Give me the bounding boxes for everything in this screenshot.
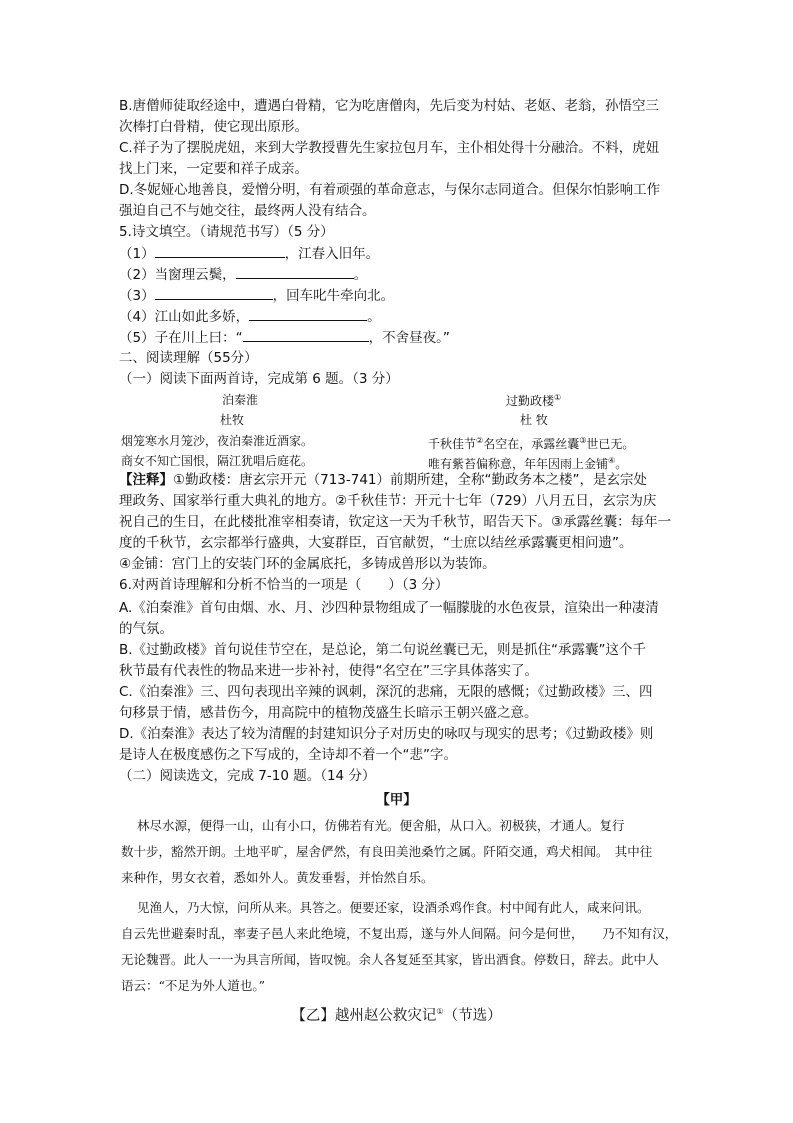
poem1-line2: 商女不知亡国恨，隔江犹唱后庭花。	[121, 454, 314, 468]
jia-p2-line3: 无论魏晋。此人一一为具言所闻，皆叹惋。余人各复延至其家，皆出酒食。停数日，辞去。此中人	[121, 952, 659, 967]
q5-item-1-after: ，江春入旧年。	[284, 246, 380, 262]
poem2-line2-b: 。	[615, 457, 628, 471]
section2-sub1: （一）阅读下面两首诗，完成第 6 题。（3 分）	[119, 371, 399, 387]
q5-item-5-blank[interactable]	[243, 327, 369, 342]
poem1-title: 泊秦淮	[222, 393, 259, 407]
q5-item-2	[119, 264, 367, 285]
notes-line2: 理政务、国家举行重大典礼的地方。②千秋佳节：开元十七年（729）八月五日，玄宗为庆	[119, 493, 657, 509]
q5-item-2-before: 当窗理云鬓，	[154, 267, 236, 283]
poem1-author: 杜牧	[220, 413, 245, 427]
choice-b-line1: B.唐僧师徒取经途中，遭遇白骨精，它为吃唐僧肉，先后变为村姑、老妪、老翁，孙悟空三	[119, 98, 660, 114]
choice-b-line2: 次棒打白骨精，使它现出原形。	[119, 119, 308, 135]
q5-item-4-after: 。	[367, 309, 381, 325]
poem2-line1-b: 名空在，承露丝囊	[483, 437, 580, 451]
q5-item-4-blank[interactable]	[249, 306, 367, 321]
q5-item-3-after: ，回车叱牛牵向北。	[272, 288, 395, 304]
yi-heading: 【乙】越州赵公救灾记	[291, 1007, 437, 1024]
yi-heading-suffix: （节选）	[443, 1007, 502, 1024]
q6-a-line2: 的气氛。	[119, 621, 173, 637]
q5-item-5-before: 子在川上曰：“	[154, 330, 243, 346]
q6-c-line2: 句移景于情，感昔伤今，用高院中的植物茂盛生长暗示王朝兴盛之意。	[119, 705, 538, 721]
choice-d-line2: 强迫自己不与她交往，最终两人没有结合。	[119, 203, 376, 219]
notes-line1-text: ①勤政楼：唐玄宗开元（713-741）前期所建，全称“勤政务本之楼”，是玄宗处	[173, 472, 647, 488]
poem2-line2-mark: ④	[608, 456, 616, 465]
poem2-title-mark: ①	[554, 393, 562, 402]
notes-line1	[119, 470, 647, 490]
q5-item-1	[119, 243, 379, 264]
q6-title: 6.对两首诗理解和分析不恰当的一项是（ ）（3 分）	[119, 577, 449, 593]
q5-item-3	[119, 285, 394, 306]
q6-d-line1: D.《泊秦淮》表达了较为清醒的封建知识分子对历史的咏叹与现实的思考；《过勤政楼》则	[119, 726, 654, 742]
poem2-title-text: 过勤政楼	[506, 394, 555, 408]
q5-item-2-num: （2）	[119, 267, 155, 283]
q5-item-5-num: （5）	[119, 330, 155, 346]
notes-label: 【注释】	[119, 472, 173, 488]
jia-heading: 【甲】	[376, 792, 417, 808]
notes-line4: 度的千秋节，玄宗都举行盛典，大宴群臣，百官献贺，“士庶以结丝承露囊更相问遗”。	[119, 535, 633, 551]
q6-d-line2: 是诗人在极度感伤之下写成的，全诗却不着一个“悲”字。	[119, 747, 457, 763]
jia-p2-line4: 语云：“不足为外人道也。”	[121, 978, 266, 993]
q5-item-5-after: ，不舍昼夜。”	[368, 330, 450, 346]
q5-item-4	[119, 306, 381, 327]
q5-item-2-after: 。	[353, 267, 368, 283]
jia-heading-row	[0, 790, 793, 810]
poem2-line1-mark2: ③	[579, 436, 587, 445]
q5-item-4-before: 江山如此多娇，	[154, 309, 250, 325]
q6-b-line2: 秋节最有代表性的物品来进一步补衬，使得“名空在”三字具体落实了。	[119, 663, 538, 679]
q5-item-3-blank[interactable]	[155, 285, 273, 300]
section2-title: 二、阅读理解（55分）	[119, 350, 258, 366]
section2-sub2: （二）阅读选文，完成 7-10 题。（14 分）	[119, 768, 376, 784]
q5-item-3-num: （3）	[119, 288, 155, 304]
jia-p2-line1: 见渔人，乃大惊，问所从来。具答之。便要还家，设酒杀鸡作食。村中闻有此人，咸来问讯。	[137, 900, 650, 915]
poem1-line1: 烟笼寒水月笼沙，夜泊秦淮近酒家。	[121, 434, 314, 448]
q5-item-1-blank[interactable]	[155, 243, 285, 258]
q5-title: 5.诗文填空。（请规范书写）（5 分）	[119, 224, 334, 240]
q6-c-line1: C.《泊秦淮》三、四句表现出辛辣的讽刺，深沉的悲痛，无限的感慨；《过勤政楼》三、四	[119, 684, 653, 700]
q6-b-line1: B.《过勤政楼》首句说佳节空在，是总论，第二句说丝囊已无，则是抓住“承露囊”这个千	[119, 642, 647, 658]
q6-a-line1: A.《泊秦淮》首句由烟、水、月、沙四种景物组成了一幅朦胧的水色夜景，渲染出一种凄清	[119, 600, 659, 616]
q5-item-1-num: （1）	[119, 246, 155, 262]
jia-p1-line2: 数十步，豁然开朗。土地平旷，屋舍俨然，有良田美池桑竹之属。阡陌交通，鸡犬相闻。 其中往	[121, 844, 653, 859]
yi-heading-mark: ①	[436, 1007, 444, 1016]
q5-item-2-blank[interactable]	[236, 264, 354, 279]
choice-d-line1: D.冬妮娅心地善良，爱憎分明，有着顽强的革命意志，与保尔志同道合。但保尔怕影响工作	[119, 182, 661, 198]
poem2-title	[506, 388, 561, 411]
q5-item-4-num: （4）	[119, 309, 155, 325]
notes-line5: ④金铺：宫门上的安装门环的金属底托，多铸成兽形以为装饰。	[119, 556, 496, 572]
notes-line3: 祝自己的生日，在此楼批准宰相奏请，钦定这一天为千秋节，昭告天下。③承露丝囊：每年一	[119, 514, 672, 530]
q5-item-5	[119, 327, 450, 348]
choice-c-line2: 找上门来，一定要和祥子成亲。	[119, 161, 308, 177]
poem2-author: 杜 牧	[520, 413, 548, 427]
jia-p1-line3: 来种作，男女衣着，悉如外人。黄发垂髫，并怡然自乐。	[121, 870, 434, 885]
poem2-line2-a: 唯有紫苔偏称意，年年因雨上金铺	[428, 457, 609, 471]
poem2-line1-c: 世已无。	[586, 437, 635, 451]
jia-p2-line2: 自云先世避秦时乱，率妻子邑人来此绝境，不复出焉，遂与外人间隔。问今是何世， 乃不知有汉，	[121, 926, 678, 941]
yi-heading-row	[0, 1002, 793, 1026]
poem2-line1-mark1: ②	[476, 436, 484, 445]
jia-p1-line1: 林尽水源，便得一山，山有小口，仿佛若有光。便舍船，从口入。初极狭，才通人。复行	[137, 818, 625, 833]
choice-c-line1: C.祥子为了摆脱虎妞，来到大学教授曹先生家拉包月车，主仆相处得十分融洽。不料，虎妞	[119, 140, 660, 156]
poem2-line1-a: 千秋佳节	[428, 437, 477, 451]
yi-heading-wrap	[0, 1002, 793, 1026]
